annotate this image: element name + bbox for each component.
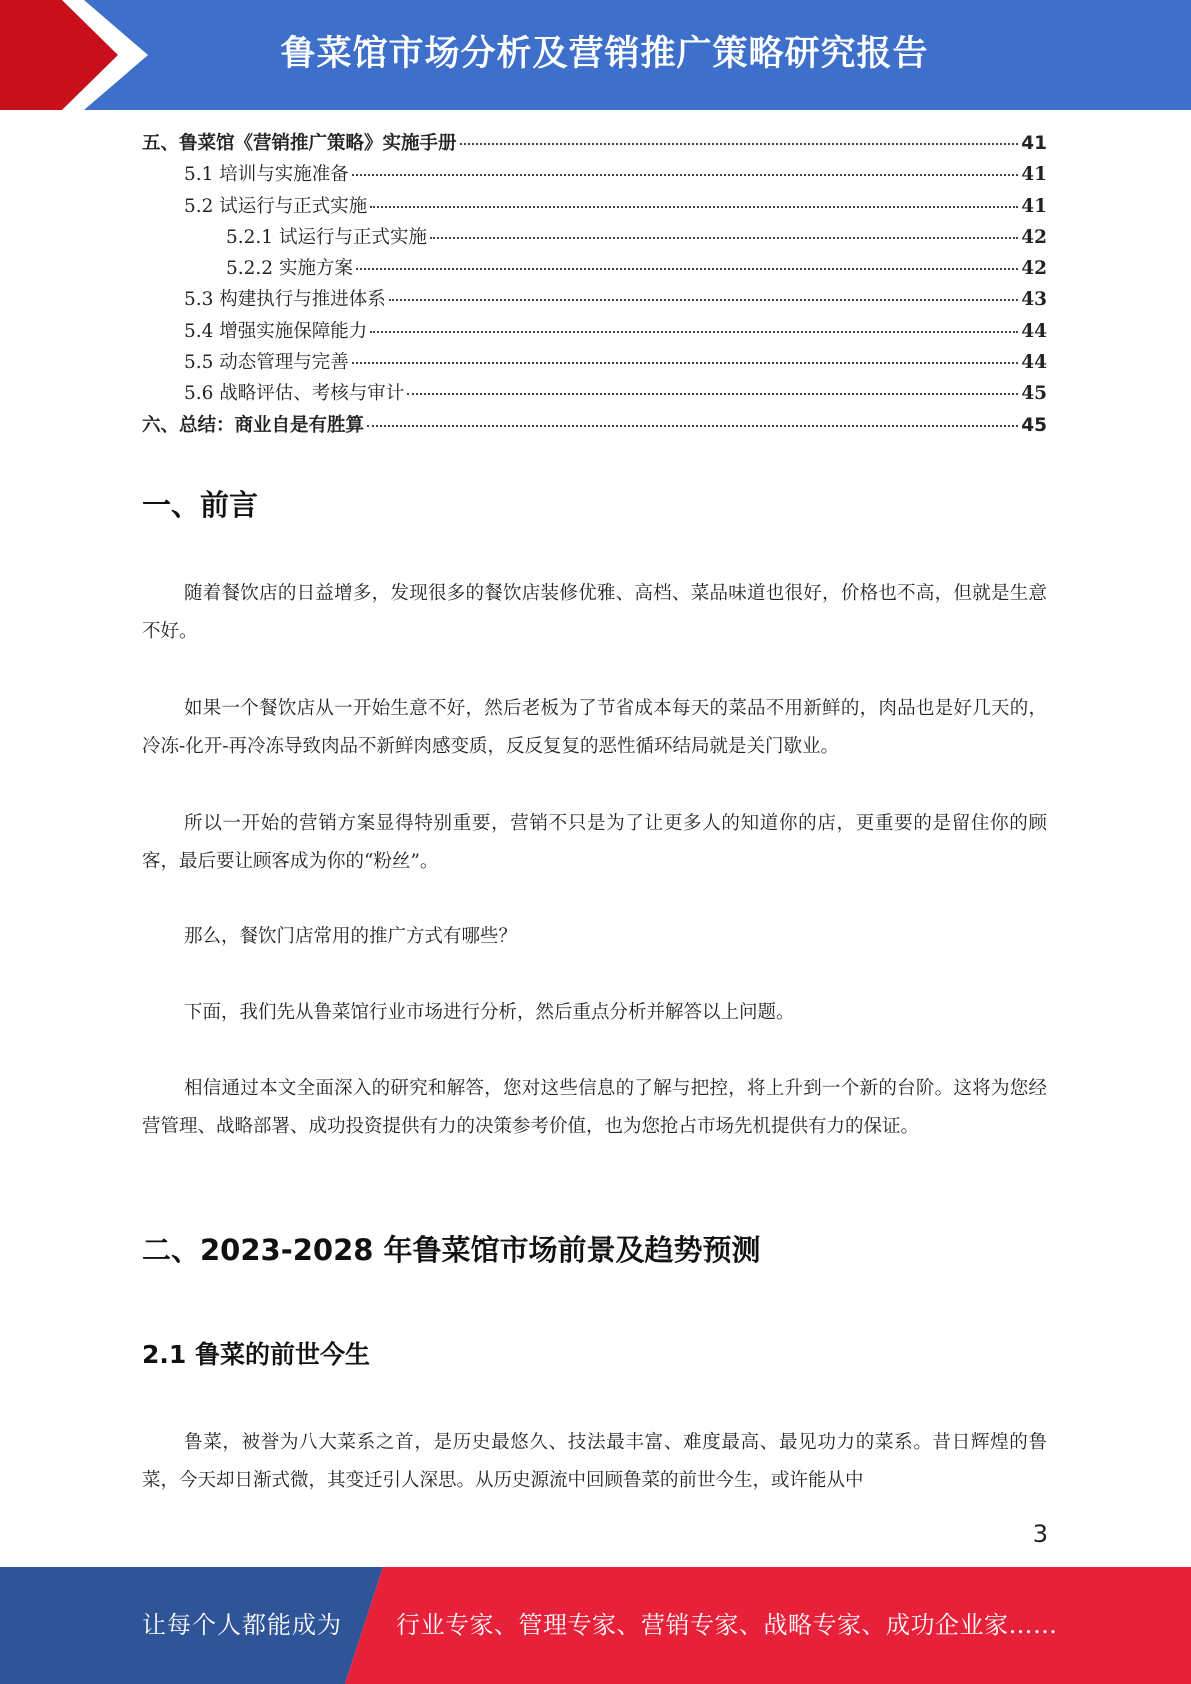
toc-entry-title: 5.5 动态管理与完善 — [184, 352, 349, 374]
page-header — [0, 0, 1191, 110]
toc-entry[interactable] — [142, 129, 1047, 160]
header-title: 鲁菜馆市场分析及营销推广策略研究报告 — [280, 34, 929, 74]
toc-entry-title: 5.6 战略评估、考核与审计 — [184, 383, 405, 405]
toc-leader-dots — [356, 268, 1018, 270]
toc-leader-dots — [352, 174, 1018, 176]
toc-leader-dots — [389, 299, 1018, 301]
body-paragraph: 如果一个餐饮店从一开始生意不好，然后老板为了节省成本每天的菜品不用新鲜的，肉品也是好几天的，冷冻-化开-再冷冻导致肉品不新鲜肉感变质，反反复复的恶性循环结局就是关门歇业。 — [142, 698, 1047, 757]
page-number: 3 — [1032, 1520, 1048, 1548]
toc-entry-page: 45 — [1021, 383, 1047, 405]
toc-entry-title: 5.2.1 试运行与正式实施 — [226, 226, 427, 248]
toc-leader-dots — [407, 393, 1018, 395]
toc-entry-page: 45 — [1021, 414, 1047, 436]
section-heading-preface: 一、前言 — [142, 488, 259, 522]
toc-leader-dots — [367, 425, 1018, 427]
body-paragraph: 随着餐饮店的日益增多，发现很多的餐饮店装修优雅、高档、菜品味道也很好，价格也不高，但就是生意不好。 — [142, 583, 1047, 642]
toc-entry[interactable] — [142, 192, 1047, 223]
toc-leader-dots — [460, 143, 1019, 145]
toc-entry-title: 六、总结：商业自是有胜算 — [142, 414, 365, 436]
toc-entry-title: 5.2.2 实施方案 — [226, 258, 353, 280]
toc-entry[interactable] — [142, 348, 1047, 379]
toc-entry-page: 42 — [1021, 258, 1047, 280]
toc-entry-title: 五、鲁菜馆《营销推广策略》实施手册 — [142, 133, 457, 154]
footer-slogan-right: 行业专家、管理专家、营销专家、战略专家、成功企业家…… — [396, 1611, 1058, 1639]
toc-entry[interactable] — [142, 411, 1047, 442]
toc-entry[interactable] — [142, 285, 1047, 316]
toc-leader-dots — [370, 331, 1018, 333]
body-paragraph: 那么，餐饮门店常用的推广方式有哪些？ — [184, 926, 518, 947]
body-paragraph: 所以一开始的营销方案显得特别重要，营销不只是为了让更多人的知道你的店，更重要的是留住你的顾客，最后要让顾客成为你的“粉丝”。 — [142, 813, 1047, 872]
toc-leader-dots — [352, 362, 1018, 364]
toc-entry-title: 5.1 培训与实施准备 — [184, 164, 349, 186]
toc-entry[interactable] — [142, 160, 1047, 191]
body-paragraph: 鲁菜，被誉为八大菜系之首，是历史最悠久、技法最丰富、难度最高、最见功力的菜系。昔日辉煌的鲁菜，今天却日渐式微，其变迁引人深思。从历史源流中回顾鲁菜的前世今生，或许能从中 — [142, 1432, 1047, 1491]
toc-entry[interactable] — [142, 223, 1047, 254]
toc-entry[interactable] — [142, 254, 1047, 285]
toc-entry-page: 41 — [1021, 195, 1047, 217]
table-of-contents — [142, 129, 1047, 442]
toc-entry[interactable] — [142, 379, 1047, 410]
footer-slogan-left: 让每个人都能成为 — [142, 1611, 342, 1639]
toc-entry-title: 5.4 增强实施保障能力 — [184, 320, 368, 342]
toc-entry-page: 44 — [1021, 352, 1047, 374]
toc-entry-page: 42 — [1021, 226, 1047, 248]
toc-entry-title: 5.3 构建执行与推进体系 — [184, 289, 386, 311]
toc-entry-page: 44 — [1021, 320, 1047, 342]
toc-entry-title: 5.2 试运行与正式实施 — [184, 195, 368, 217]
toc-entry-page: 41 — [1021, 164, 1047, 186]
page-footer — [0, 1567, 1191, 1684]
body-paragraph: 下面，我们先从鲁菜馆行业市场进行分析，然后重点分析并解答以上问题。 — [184, 1002, 795, 1023]
toc-entry[interactable] — [142, 317, 1047, 348]
subsection-heading: 2.1 鲁菜的前世今生 — [142, 1340, 370, 1369]
toc-leader-dots — [370, 206, 1018, 208]
toc-leader-dots — [430, 237, 1018, 239]
toc-entry-page: 43 — [1021, 289, 1047, 311]
toc-entry-page: 41 — [1021, 133, 1047, 154]
section-heading-forecast: 二、2023-2028 年鲁菜馆市场前景及趋势预测 — [142, 1233, 761, 1267]
body-paragraph: 相信通过本文全面深入的研究和解答，您对这些信息的了解与把控，将上升到一个新的台阶。这将为您经营管理、战略部署、成功投资提供有力的决策参考价值，也为您抢占市场先机提供有力的保证。 — [142, 1078, 1047, 1137]
